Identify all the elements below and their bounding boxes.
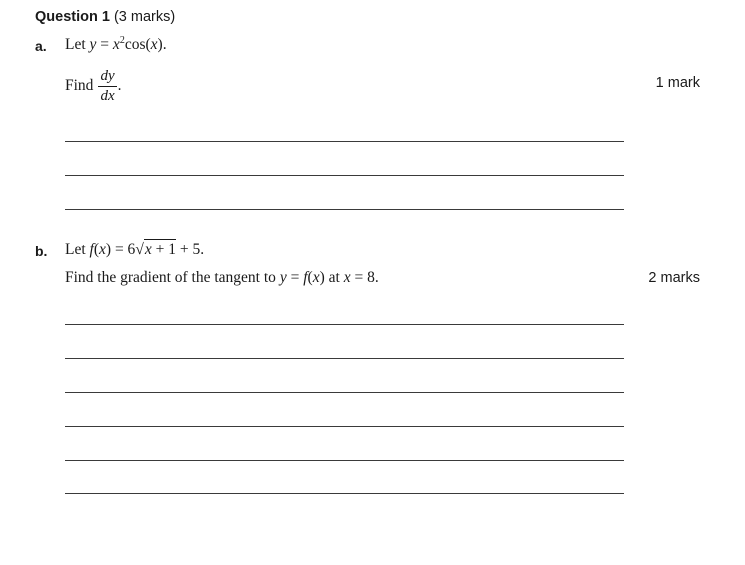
- part-b-answer-line-5[interactable]: [65, 460, 624, 461]
- part-b-letter: b.: [35, 243, 48, 259]
- part-a-find-derivative: [65, 64, 121, 108]
- part-a-stem: [65, 36, 167, 54]
- part-b-instruction-at: at: [328, 269, 340, 286]
- part-b-point: x = 8.: [343, 269, 379, 286]
- fraction-bar: [98, 86, 116, 87]
- part-b-answer-line-4[interactable]: [65, 426, 624, 427]
- part-b-tangent-curve: y = f(x): [279, 269, 325, 286]
- part-b-marks: 2 marks: [648, 270, 700, 286]
- part-a-find-word: Find: [65, 77, 94, 94]
- part-b-let-word: Let: [65, 241, 86, 258]
- question-total-marks: (3 marks): [113, 9, 176, 25]
- part-b-stem: [65, 241, 204, 259]
- part-b-answer-line-1[interactable]: [65, 324, 624, 325]
- fraction-numerator: dy: [100, 67, 115, 84]
- part-b-instruction: [65, 269, 379, 287]
- derivative-fraction: [98, 68, 116, 105]
- part-a-answer-line-1[interactable]: [65, 141, 624, 142]
- part-b-instruction-prefix: Find the gradient of the tangent to: [65, 269, 276, 286]
- question-heading: [35, 9, 175, 25]
- question-number: Question 1: [35, 9, 110, 25]
- part-a-let-word: Let: [65, 36, 86, 53]
- part-b-answer-line-2[interactable]: [65, 358, 624, 359]
- part-a-period: .: [117, 77, 122, 94]
- part-b-answer-line-3[interactable]: [65, 392, 624, 393]
- part-b-function: f(x) = 6√x + 1 + 5.: [89, 241, 205, 258]
- part-a-letter: a.: [35, 38, 47, 54]
- part-b-answer-line-6[interactable]: [65, 493, 624, 494]
- part-a-answer-line-3[interactable]: [65, 209, 624, 210]
- part-a-marks: 1 mark: [655, 75, 700, 91]
- part-a-function: $y = x^2\cos(x)$.: [89, 35, 167, 53]
- fraction-denominator: dx: [100, 87, 115, 104]
- part-a-answer-line-2[interactable]: [65, 175, 624, 176]
